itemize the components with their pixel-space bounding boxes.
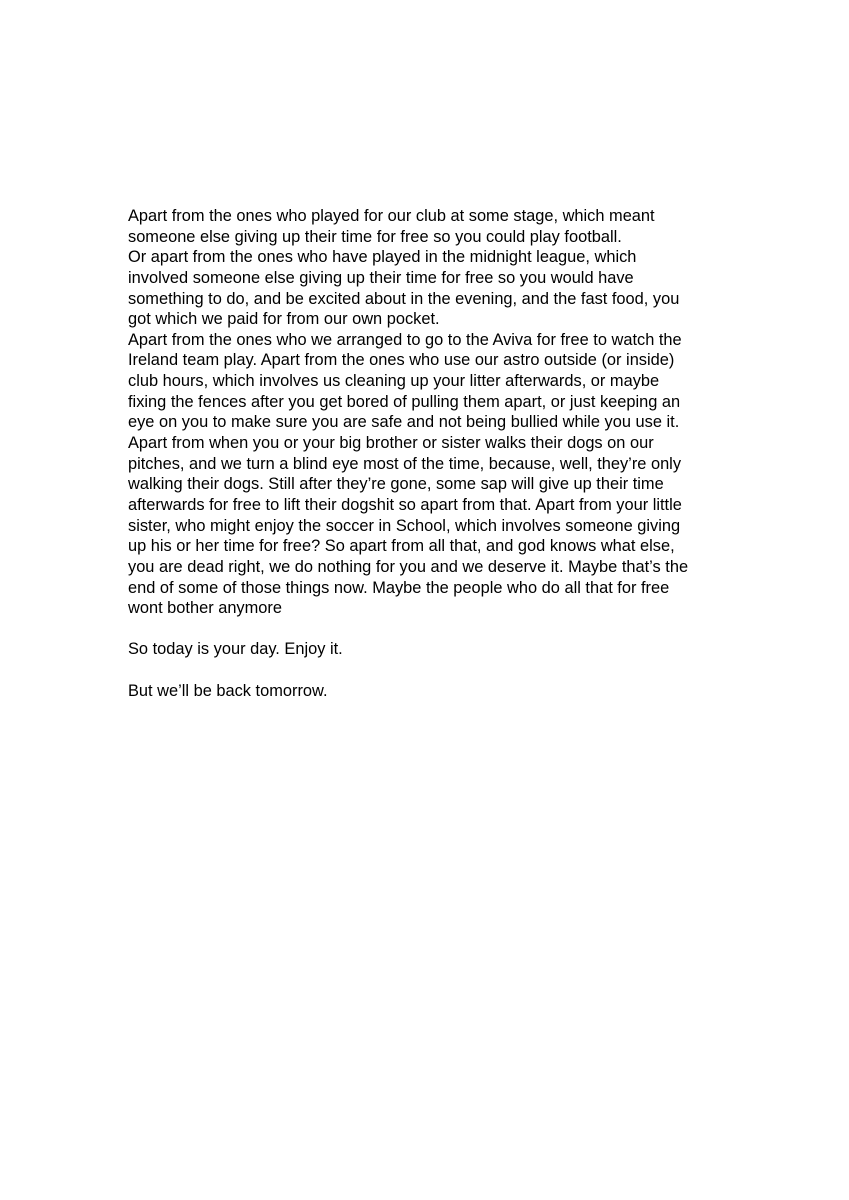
body-line: walking their dogs. Still after they’re gone, some sap will give up their time [128,475,664,494]
paragraph-gap [128,660,728,681]
body-line: involved someone else giving up their time for free so you would have [128,268,634,287]
paragraph-gap [128,619,728,640]
body-line: end of some of those things now. Maybe the people who do all that for free [128,578,670,597]
closing-line-enjoy: So today is your day. Enjoy it. [128,640,343,659]
body-line: afterwards for free to lift their dogshit so apart from that. Apart from your little [128,495,682,514]
body-line: eye on you to make sure you are safe and not being bullied while you use it. [128,413,680,432]
document-text [128,206,728,701]
body-line: Or apart from the ones who have played in the midnight league, which [128,248,637,267]
body-line: pitches, and we turn a blind eye most of the time, because, well, they’re only [128,454,682,473]
body-line: got which we paid for from our own pocket. [128,310,440,329]
body-line: sister, who might enjoy the soccer in School, which involves someone giving [128,516,681,535]
body-line: Ireland team play. Apart from the ones who use our astro outside (or inside) [128,351,675,370]
body-line: up his or her time for free? So apart from all that, and god knows what else, [128,537,675,556]
body-line: Apart from when you or your big brother or sister walks their dogs on our [128,434,654,453]
body-line: club hours, which involves us cleaning up your litter afterwards, or maybe [128,372,660,391]
body-line: someone else giving up their time for free so you could play football. [128,227,622,246]
body-line: you are dead right, we do nothing for you and we deserve it. Maybe that’s the [128,557,689,576]
body-line: something to do, and be excited about in the evening, and the fast food, you [128,289,680,308]
body-line: wont bother anymore [128,599,282,618]
body-line: fixing the fences after you get bored of pulling them apart, or just keeping an [128,392,681,411]
closing-line-back-tomorrow: But we’ll be back tomorrow. [128,681,328,700]
body-line: Apart from the ones who played for our club at some stage, which meant [128,207,655,225]
body-line: Apart from the ones who we arranged to go to the Aviva for free to watch the [128,330,682,349]
